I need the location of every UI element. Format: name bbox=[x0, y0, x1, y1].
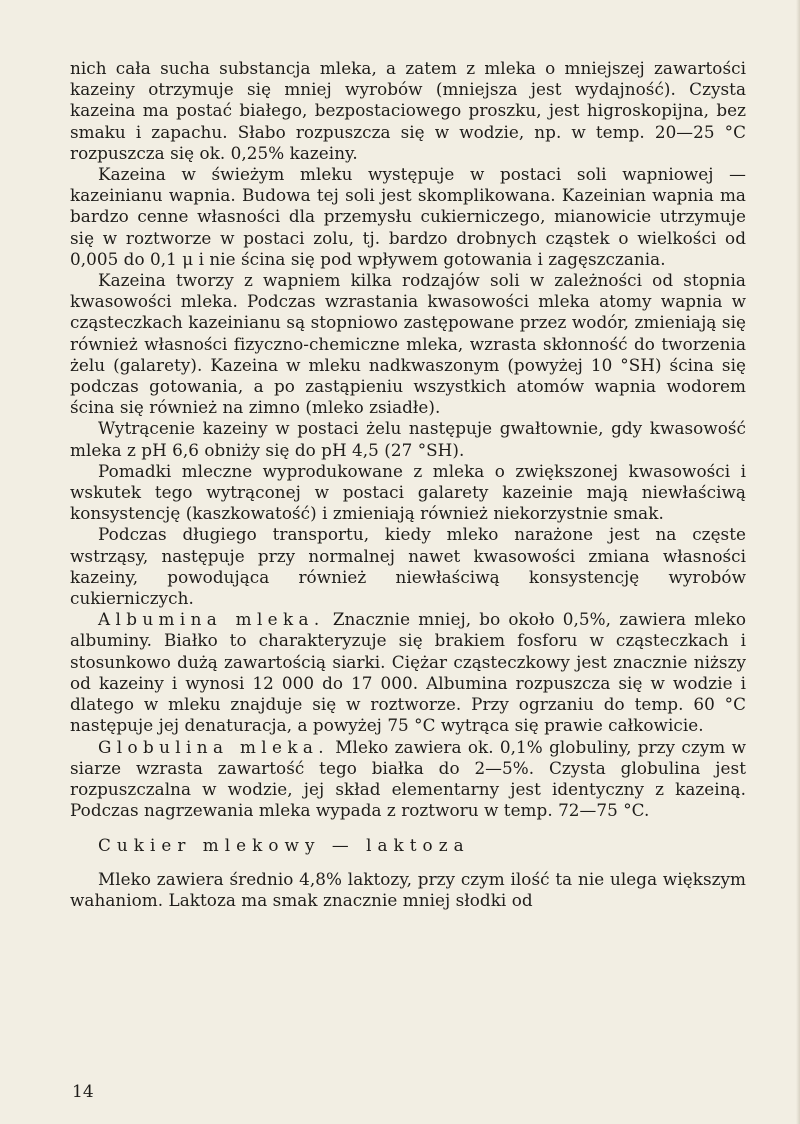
paragraph-calcium-caseinate: Kazeina w świeżym mleku występuje w postaci soli wapniowej — kazeinianu wapnia. Budowa tej soli jest skomplikowana. Kazeinian wapnia ma bardzo cenne własności dla przemysłu cukierniczego, mianowicie utrzymuje się w roztworze w postaci zolu, tj. bardzo drobnych cząstek o wielkości od 0,005 do 0,1 μ i nie ścina się pod wpływem gotowania i zagęszczania. bbox=[70, 164, 746, 269]
globulin-lead: Globulina mleka. bbox=[98, 736, 329, 757]
albumin-lead: Albumina mleka. bbox=[98, 609, 325, 630]
paragraph-casein-properties: nich cała sucha substancja mleka, a zatem z mleka o mniejszej zawartości kazeiny otrzymuje się mniej wyrobów (mniejsza jest wydajność). Czysta kazeina ma postać białego, bezpostaciowego proszku, jest higroskopijna, bez smaku i zapachu. Słabo rozpuszcza się w wodzie, np. w temp. 20—25 °C rozpuszcza się ok. 0,25% kazeiny. bbox=[70, 58, 746, 163]
paragraph-globulin bbox=[70, 737, 746, 822]
paragraph-lactose: Mleko zawiera średnio 4,8% laktozy, przy czym ilość ta nie ulega większym wahaniom. Laktoza ma smak znacznie mniej słodki od bbox=[70, 868, 746, 910]
body-text bbox=[70, 58, 746, 911]
albumin-text: Znacznie mniej, bo około 0,5%, zawiera mleko albuminy. Białko to charakteryzuje się brakiem fosforu w cząsteczkach i stosunkowo dużą zawartością siarki. Ciężar cząsteczkowy jest znacznie niższy od kazeiny i wynosi 12 000 do 17 000. Albumina rozpuszcza się w wodzie i dlatego w mleku znajduje się w roztworze. Przy ogrzaniu do temp. 60 °C następuje jej denaturacja, a powyżej 75 °C wytrąca się prawie całkowicie. bbox=[70, 609, 747, 736]
page-number: 14 bbox=[72, 1082, 94, 1102]
paragraph-albumin bbox=[70, 609, 746, 736]
paragraph-transport: Podczas długiego transportu, kiedy mleko narażone jest na częste wstrząsy, następuje przy normalnej nawet kwasowości zmiana własności kazeiny, powodująca również niewłaściwą konsystencję wyrobów cukierniczych. bbox=[70, 524, 746, 609]
section-heading: Cukier mlekowy — laktoza bbox=[98, 835, 470, 856]
globulin-text: Mleko zawiera ok. 0,1% globuliny, przy czym w siarze wzrasta zawartość tego białka do 2—5%. Czysta globulina jest rozpuszczalna w wodzie, jej skład elementarny jest identyczny z kazeiną. Podczas nagrzewania mleka wypada z roztworu w temp. 72—75 °C. bbox=[70, 736, 746, 821]
paragraph-acidity: Kazeina tworzy z wapniem kilka rodzajów soli w zależności od stopnia kwasowości mleka. Podczas wzrastania kwasowości mleka atomy wapnia w cząsteczkach kazeinianu są stopniowo zastępowane przez wodór, zmieniają się również własności fizyczno-chemiczne mleka, wzrasta skłonność do tworzenia żelu (galarety). Kazeina w mleku nadkwaszonym (powyżej 10 °SH) ścina się podczas gotowania, a po zastąpieniu wszystkich atomów wapnia wodorem ścina się również na zimno (mleko zsiadłe). bbox=[70, 270, 746, 418]
paragraph-fudge: Pomadki mleczne wyprodukowane z mleka o zwiększonej kwasowości i wskutek tego wytrąconej w postaci galarety kazeinie mają niewłaściwą konsystencję (kaszkowatość) i zmieniają również niekorzystnie smak. bbox=[70, 460, 746, 524]
paragraph-precipitation: Wytrącenie kazeiny w postaci żelu następuje gwałtownie, gdy kwasowość mleka z pH 6,6 obniży się do pH 4,5 (27 °SH). bbox=[70, 418, 746, 460]
